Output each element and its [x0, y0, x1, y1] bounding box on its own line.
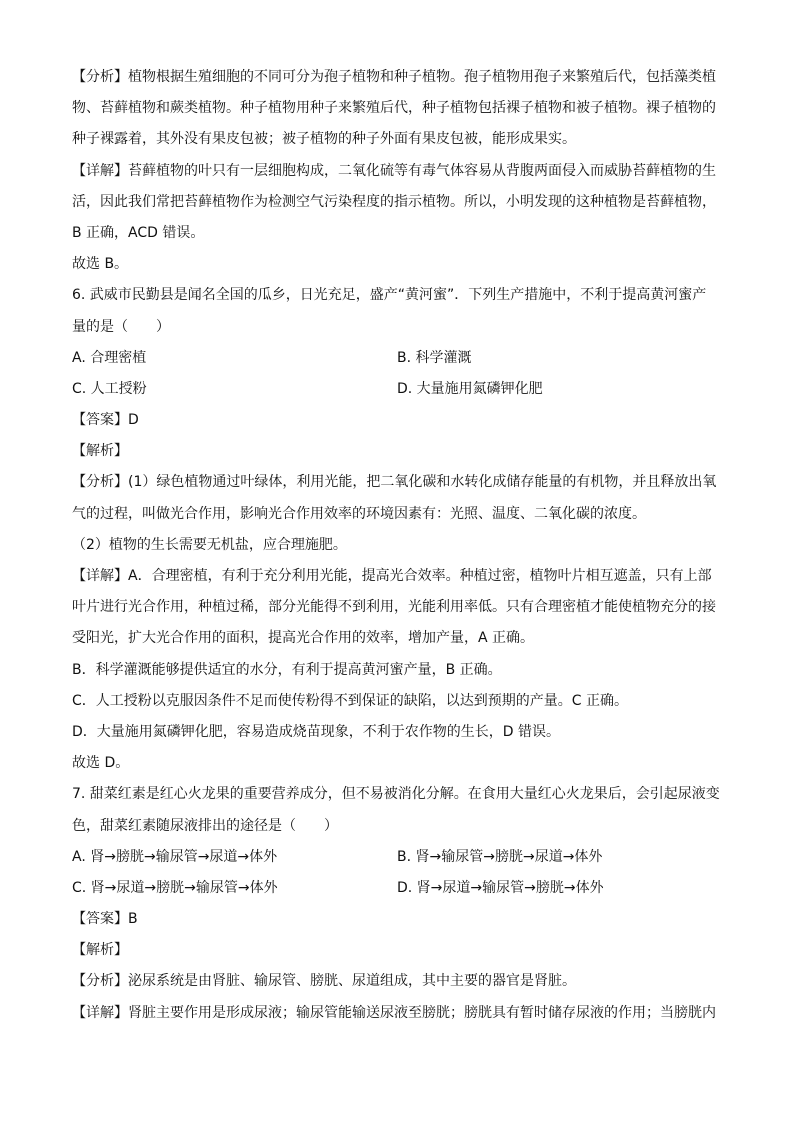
answer-option: B. 科学灌溉	[397, 349, 472, 366]
text-line: 【解析】	[72, 443, 128, 460]
answer-option: A. 肾→膀胱→输尿管→尿道→体外	[72, 848, 278, 865]
text-line: 【详解】A．合理密植，有利于充分利用光能，提高光合效率。种植过密，植物叶片相互遮盖，只有上部	[72, 568, 712, 584]
text-line: 【分析】(1）绿色植物通过叶绿体，利用光能，把二氧化碳和水转化成储存能量的有机物，并且释放出氧	[72, 474, 717, 491]
text-line: 【解析】	[72, 942, 128, 959]
text-line: 【详解】苔藓植物的叶只有一层细胞构成，二氧化硫等有毒气体容易从背腹两面侵入而威胁苔藓植物的生	[72, 162, 716, 179]
text-line: 气的过程，叫做光合作用，影响光合作用效率的环境因素有：光照、温度、二氧化碳的浓度。	[72, 505, 646, 522]
text-line: 种子裸露着，其外没有果皮包被；被子植物的种子外面有果皮包被，能形成果实。	[72, 131, 576, 148]
answer-options-row	[72, 343, 728, 374]
text-line: C．人工授粉以克服因条件不足而使传粉得不到保证的缺陷，以达到预期的产量。C 正确。	[72, 692, 628, 709]
answer-options-row	[72, 842, 728, 873]
text-line: 7. 甜菜红素是红心火龙果的重要营养成分，但不易被消化分解。在食用大量红心火龙果后，会引起尿液变	[72, 786, 720, 803]
text-line: 【详解】肾脏主要作用是形成尿液；输尿管能输送尿液至膀胱；膀胱具有暂时储存尿液的作用；当膀胱内	[72, 1004, 716, 1021]
answer-options-row	[72, 873, 728, 904]
text-line: 【分析】植物根据生殖细胞的不同可分为孢子植物和种子植物。孢子植物用孢子来繁殖后代，包括藻类植	[72, 69, 716, 85]
text-line: 故选 B。	[72, 256, 129, 273]
text-line: 【答案】D	[72, 412, 139, 429]
text-line: 故选 D。	[72, 755, 130, 772]
text-line: B．科学灌溉能够提供适宜的水分，有利于提高黄河蜜产量，B 正确。	[72, 661, 502, 678]
text-line: 色，甜菜红素随尿液排出的途径是（ ）	[72, 817, 338, 834]
answer-options-row	[72, 374, 728, 405]
text-line: B 正确，ACD 错误。	[72, 224, 205, 241]
text-line: 物、苔藓植物和蕨类植物。种子植物用种子来繁殖后代，种子植物包括裸子植物和被子植物。裸子植物的	[72, 100, 716, 117]
text-line: D．大量施用氮磷钾化肥，容易造成烧苗现象，不利于农作物的生长，D 错误。	[72, 723, 561, 740]
answer-option: C. 肾→尿道→膀胱→输尿管→体外	[72, 879, 278, 896]
document-page	[72, 62, 728, 1029]
text-line: 受阳光，扩大光合作用的面积，提高光合作用的效率，增加产量，A 正确。	[72, 630, 535, 647]
text-line: 叶片进行光合作用，种植过稀，部分光能得不到利用，光能利用率低。只有合理密植才能使植物充分的接	[72, 599, 716, 616]
answer-option: C. 人工授粉	[72, 380, 147, 397]
text-line: 【答案】B	[72, 911, 138, 928]
text-line: 【分析】泌尿系统是由肾脏、输尿管、膀胱、尿道组成，其中主要的器官是肾脏。	[72, 973, 576, 990]
answer-option: A. 合理密植	[72, 349, 147, 366]
answer-option: D. 大量施用氮磷钾化肥	[397, 380, 543, 397]
answer-option: B. 肾→输尿管→膀胱→尿道→体外	[397, 848, 603, 865]
text-line: （2）植物的生长需要无机盐，应合理施肥。	[72, 536, 347, 553]
text-line: 量的是（ ）	[72, 318, 170, 335]
answer-option: D. 肾→尿道→输尿管→膀胱→体外	[397, 879, 604, 896]
text-line: 6. 武威市民勤县是闻名全国的瓜乡，日光充足，盛产“黄河蜜”．下列生产措施中，不利于提高黄河蜜产	[72, 287, 707, 304]
text-line: 活，因此我们常把苔藓植物作为检测空气污染程度的指示植物。所以，小明发现的这种植物是苔藓植物，	[72, 193, 716, 210]
